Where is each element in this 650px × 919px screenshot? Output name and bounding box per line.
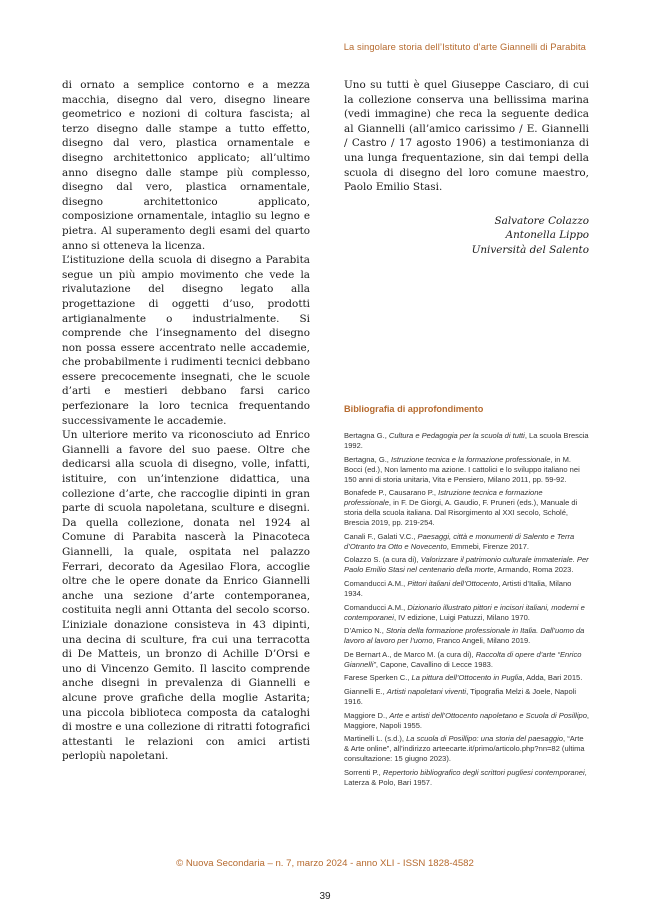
bibliography-entry bbox=[344, 431, 590, 451]
entry-author: Comanducci A.M., bbox=[344, 602, 408, 612]
bibliography-entry bbox=[344, 603, 590, 623]
entry-details: , Emmebi, Firenze 2017. bbox=[446, 541, 529, 551]
entry-author: Canali F., Galati V.C., bbox=[344, 531, 418, 541]
page-number: 39 bbox=[319, 891, 331, 902]
bibliography-list bbox=[344, 431, 590, 791]
entry-title: Istruzione tecnica e la formazione professionale bbox=[390, 454, 551, 464]
entry-details: , in F. De Giorgi, A. Gaudio, F. Pruneri (eds.), Manuale di storia della scuola italiana. Dal Risorgimento al XXI secolo, Scholé, Brescia 2019, pp. 219-254. bbox=[344, 498, 578, 528]
entry-title: Pittori italiani dell’Ottocento bbox=[407, 578, 499, 588]
entry-author: Comanducci A.M., bbox=[344, 578, 408, 588]
author-affiliation: Università del Salento bbox=[471, 243, 589, 256]
body-paragraph: Un ulteriore merito va riconosciuto ad Enrico Giannelli a favore del suo paese. Oltre che dedicarsi alla scuola di disegno, volle, infatti, istituire, con un’intenzione didattica, una collezione d’arte, che raccoglie dipinti in gran parte di scuola napoletana, sculture e disegni. Da quella collezione, donata nel 1924 al Comune di Parabita nascerà la Pinacoteca Giannelli, la quale, ospitata nel palazzo Ferrari, decorato da Agesilao Flora, accoglie oltre che le opere donate da Enrico Giannelli anche una sezione d’arte contemporanea, costituita negli anni Ottanta del secolo scorso. L’iniziale donazione consisteva in 43 dipinti, una decina di sculture, fra cui una terracotta di De Matteis, un bronzo di Achille D’Orsi e uno di Vincenzo Gemito. Il lascito comprende anche disegni in prevalenza di Giannelli e alcune prove grafiche della moglie Astarita; una piccola biblioteca composta da cataloghi di mostre e una collezione di ritratti fotografici attestanti le relazioni con amici artisti perlopiù napoletani. bbox=[62, 429, 311, 763]
entry-author: De Bernart A., de Marco M. (a cura di), bbox=[344, 649, 476, 659]
entry-author: Bonafede P., Causarano P., bbox=[344, 488, 439, 498]
running-header: La singolare storia dell’Istituto d’arte Giannelli di Parabita bbox=[343, 41, 586, 52]
bibliography-entry bbox=[344, 555, 590, 575]
entry-author: Colazzo S. (a cura di), bbox=[344, 555, 421, 565]
entry-title: Artisti napoletani viventi bbox=[386, 686, 467, 696]
bibliography-title: Bibliografia di approfondimento bbox=[344, 404, 484, 414]
bibliography-entry bbox=[344, 626, 590, 646]
entry-details: , Franco Angeli, Milano 2019. bbox=[432, 636, 531, 646]
entry-details: , in M. Bocci (ed.), Non lamento ma azione. I cattolici e lo sviluppo italiano nei 150 anni di storia unitaria, Vita e Pensiero, Milano 2011, pp. 59-92. bbox=[344, 454, 580, 484]
bibliography-entry bbox=[344, 650, 590, 670]
entry-author: D’Amico N., bbox=[344, 626, 386, 636]
bibliography-entry bbox=[344, 532, 590, 552]
entry-title: Storia della formazione professionale in Italia. Dall’uomo da lavoro al lavoro per l’uomo bbox=[344, 626, 585, 646]
entry-details: , Adda, Bari 2015. bbox=[522, 673, 583, 683]
entry-title: Dizionario illustrato pittori e incisori italiani, moderni e contemporanei bbox=[344, 602, 585, 622]
body-paragraph: Uno su tutti è quel Giuseppe Casciaro, di cui la collezione conserva una bellissima marina (vedi immagine) che reca la seguente dedica al Giannelli (all’amico carissimo / E. Giannelli / Castro / 17 agosto 1906) a testimonianza di una lunga frequentazione, sin dai tempi della scuola di disegno del loro comune maestro, Paolo Emilio Stasi. bbox=[344, 79, 589, 194]
author-name: Salvatore Colazzo bbox=[494, 214, 589, 227]
entry-title: Cultura e Pedagogia per la scuola di tutti bbox=[388, 431, 525, 440]
entry-details: , Laterza & Polo, Bari 1957. bbox=[344, 767, 587, 787]
bibliography-entry bbox=[344, 455, 590, 485]
entry-details: , La scuola Brescia 1992. bbox=[344, 431, 589, 450]
bibliography-entry bbox=[344, 687, 590, 707]
entry-title: Arte e artisti dell’Ottocento napoletano e Scuola di Posillipo bbox=[389, 710, 587, 720]
body-paragraph: L’istituzione della scuola di disegno a Parabita segue un più ampio movimento che vede la rivalutazione del disegno legato alla progettazione di oggetti d’uso, prodotti artigianalmente o industrialmente. Si comprende che l’insegnamento del disegno non possa essere accentrato nelle accademie, che probabilmente i rudimenti tecnici debbano essere precocemente insegnati, che le scuole d’arti e mestieri debbano farsi carico perfezionare la loro tecnica frequentando successivamente le accademie. bbox=[62, 254, 310, 427]
entry-author: Giannelli E., bbox=[344, 686, 387, 696]
entry-title: Istruzione tecnica e formazione professionale bbox=[344, 488, 543, 508]
entry-title: La scuola di Posillipo: una storia del paesaggio bbox=[406, 734, 563, 744]
entry-details: , Tipografia Melzi & Joele, Napoli 1916. bbox=[344, 686, 576, 706]
author-name: Antonella Lippo bbox=[505, 229, 589, 242]
right-column bbox=[344, 78, 589, 258]
author-signatures bbox=[344, 214, 589, 258]
left-column bbox=[62, 78, 310, 764]
entry-details: , “Arte & Arte online”, all’indirizzo arteecarte.it/primo/articolo.php?nn=82 (ultima consultazione: 15 giugno 2023). bbox=[344, 734, 585, 764]
bibliography-entry bbox=[344, 673, 590, 683]
entry-author: Martinelli L. (s.d.), bbox=[344, 734, 407, 744]
entry-details: , IV edizione, Luigi Patuzzi, Milano 1970. bbox=[393, 612, 530, 622]
entry-title: La pittura dell’Ottocento in Puglia bbox=[411, 673, 523, 683]
entry-title: Repertorio bibliografico degli scrittori pugliesi contemporanei bbox=[382, 767, 585, 777]
entry-details: , Maggiore, Napoli 1955. bbox=[344, 710, 590, 730]
entry-author: Sorrenti P., bbox=[344, 767, 383, 777]
entry-author: Bertagna, G., bbox=[344, 454, 391, 464]
entry-details: , Artisti d’Italia, Milano 1934. bbox=[344, 578, 572, 598]
bibliography-entry bbox=[344, 488, 590, 528]
bibliography-entry bbox=[344, 734, 590, 764]
entry-title: Raccolta di opere d’arte “Enrico Giannelli” bbox=[344, 649, 582, 669]
entry-title: Paesaggi, città e monumenti di Salento e Terra d’Otranto tra Otto e Novecento bbox=[344, 531, 575, 551]
entry-details: , Armando, Roma 2023. bbox=[493, 565, 574, 575]
journal-footer: © Nuova Secondaria – n. 7, marzo 2024 - anno XLI - ISSN 1828-4582 bbox=[176, 858, 474, 869]
entry-author: Maggiore D., bbox=[344, 710, 390, 720]
entry-author: Bertagna G., bbox=[344, 431, 389, 440]
entry-details: , Capone, Cavallino di Lecce 1983. bbox=[375, 659, 493, 669]
body-paragraph: di ornato a semplice contorno e a mezza macchia, disegno dal vero, disegno lineare geometrico e nozioni di coltura fascista; al terzo disegno dalle stampe a tutto effetto, disegno dal vero, plastica ornamentale e disegno architettonico applicato; all’ultimo anno disegno dalle stampe più complesso, disegno dal vero, plastica ornamentale, disegno architettonico applicato, composizione ornamentale, intaglio su legno e pietra. Al superamento degli esami del quarto anno si otteneva la licenza. bbox=[62, 79, 310, 252]
bibliography-entry bbox=[344, 768, 590, 788]
entry-author: Farese Sperken C., bbox=[344, 673, 412, 683]
bibliography-entry bbox=[344, 579, 590, 599]
bibliography-entry bbox=[344, 711, 590, 731]
entry-title: Valorizzare il patrimonio culturale immateriale. Per Paolo Emilio Stasi nel centenario della morte bbox=[344, 555, 589, 575]
